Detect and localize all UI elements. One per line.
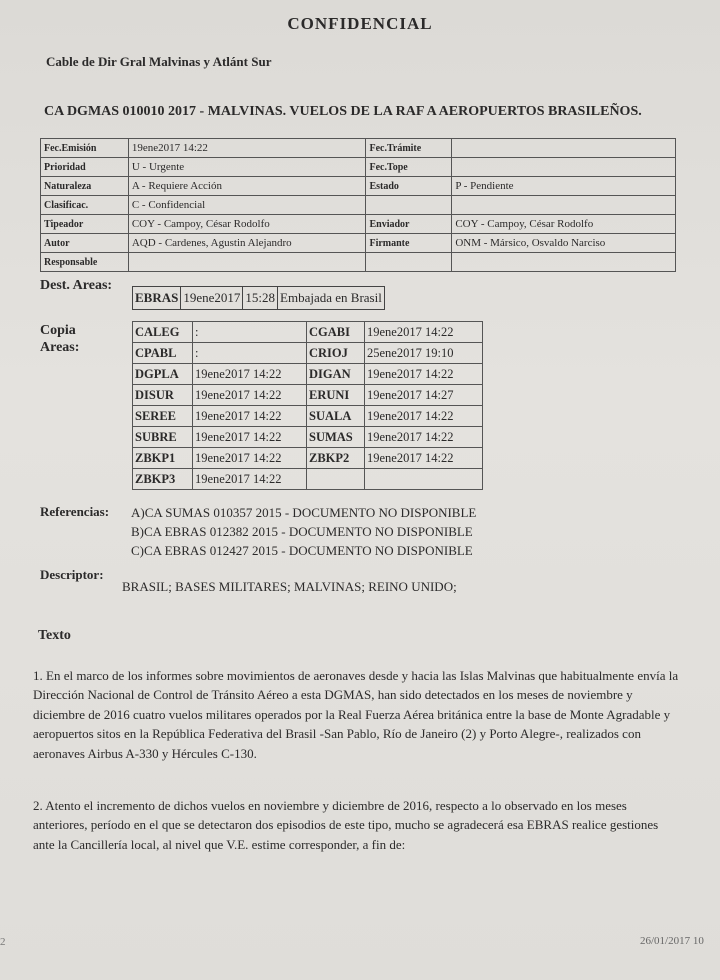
- copia-area-date: :: [193, 322, 307, 343]
- referencia-item: A)CA SUMAS 010357 2015 - DOCUMENTO NO DISPONIBLE: [131, 505, 477, 520]
- metadata-value: [452, 196, 676, 215]
- referencias-list: [131, 503, 476, 560]
- metadata-value: C - Confidencial: [128, 196, 366, 215]
- copia-row: [133, 322, 483, 343]
- copia-area-code: ERUNI: [307, 385, 365, 406]
- copia-area-code: SEREE: [133, 406, 193, 427]
- copia-area-date: [365, 469, 483, 490]
- copia-area-date: 19ene2017 14:22: [365, 427, 483, 448]
- copia-row: [133, 448, 483, 469]
- copia-area-date: 19ene2017 14:22: [193, 427, 307, 448]
- dest-row: [133, 287, 385, 310]
- classification-title: CONFIDENCIAL: [287, 14, 433, 33]
- copia-area-code: DISUR: [133, 385, 193, 406]
- dest-areas-table: [132, 286, 385, 310]
- copia-label-line2: Areas:: [40, 340, 80, 355]
- copia-area-date: 19ene2017 14:22: [193, 385, 307, 406]
- texto-paragraph-1: 1. En el marco de los informes sobre movimientos de aeronaves desde y hacia las Islas Malvinas que habitualmente envía la Dirección Nacional de Control de Tránsito Aéreo a esta DGMAS, han sido detectados en los meses de noviembre y diciembre de 2016 cuatro vuelos militares operados por la Real Fuerza Aérea británica entre la base de Monte Agradable y aeropuertos sitos en la República Federativa del Brasil -San Pablo, Río de Janeiro (2) y Porto Alegre-, realizados con aeronaves Airbus A-330 y Hércules C-130.: [33, 668, 679, 761]
- metadata-label: Clasificac.: [41, 196, 129, 215]
- metadata-label: Fec.Tope: [366, 158, 452, 177]
- copia-row: [133, 427, 483, 448]
- metadata-label: Fec.Trámite: [366, 139, 452, 158]
- metadata-label: Naturaleza: [41, 177, 129, 196]
- copia-row: [133, 469, 483, 490]
- dest-date: 19ene2017: [181, 287, 243, 310]
- metadata-value: P - Pendiente: [452, 177, 676, 196]
- descriptor-text: BRASIL; BASES MILITARES; MALVINAS; REINO UNIDO;: [122, 579, 457, 594]
- metadata-value: [452, 139, 676, 158]
- copia-area-code: CGABI: [307, 322, 365, 343]
- metadata-value: [452, 158, 676, 177]
- referencia-item: B)CA EBRAS 012382 2015 - DOCUMENTO NO DISPONIBLE: [131, 524, 473, 539]
- metadata-value: AQD - Cardenes, Agustin Alejandro: [128, 234, 366, 253]
- copia-area-date: 25ene2017 19:10: [365, 343, 483, 364]
- copia-area-date: 19ene2017 14:22: [193, 469, 307, 490]
- metadata-value: COY - Campoy, César Rodolfo: [452, 215, 676, 234]
- copia-row: [133, 343, 483, 364]
- cable-subject: CA DGMAS 010010 2017 - MALVINAS. VUELOS DE LA RAF A AEROPUERTOS BRASILEÑOS.: [44, 104, 642, 119]
- copia-area-date: 19ene2017 14:22: [193, 406, 307, 427]
- copia-area-code: SUBRE: [133, 427, 193, 448]
- metadata-label: Estado: [366, 177, 452, 196]
- copia-area-code: DGPLA: [133, 364, 193, 385]
- texto-paragraph-2: 2. Atento el incremento de dichos vuelos en noviembre y diciembre de 2016, respecto a lo observado en los meses anteriores, período en el que se detectaron dos episodios de este tipo, mucho se agradecerá esa EBRAS realice gestiones ante la Cancillería local, al nivel que V.E. estime corresponder, a fin de:: [33, 798, 659, 852]
- metadata-value: 19ene2017 14:22: [128, 139, 366, 158]
- dest-name: Embajada en Brasil: [278, 287, 385, 310]
- copia-area-code: ZBKP1: [133, 448, 193, 469]
- metadata-value: [128, 253, 366, 272]
- copia-area-date: 19ene2017 14:22: [365, 322, 483, 343]
- metadata-value: ONM - Mársico, Osvaldo Narciso: [452, 234, 676, 253]
- texto-heading: Texto: [38, 628, 71, 643]
- dest-areas-label: Dest. Areas:: [40, 278, 113, 293]
- copia-areas-table: [132, 321, 483, 490]
- metadata-row: [41, 234, 676, 253]
- copia-area-code: CRIOJ: [307, 343, 365, 364]
- metadata-value: U - Urgente: [128, 158, 366, 177]
- metadata-label: Fec.Emisión: [41, 139, 129, 158]
- copia-area-date: 19ene2017 14:22: [365, 406, 483, 427]
- metadata-row: [41, 139, 676, 158]
- metadata-label: [366, 253, 452, 272]
- copia-area-date: 19ene2017 14:22: [365, 364, 483, 385]
- referencias-label: Referencias:: [40, 504, 110, 519]
- copia-area-code: SUMAS: [307, 427, 365, 448]
- metadata-value: [452, 253, 676, 272]
- metadata-row: [41, 253, 676, 272]
- metadata-label: Autor: [41, 234, 129, 253]
- page-marker: 2: [0, 936, 6, 948]
- copia-area-code: ZBKP2: [307, 448, 365, 469]
- metadata-row: [41, 177, 676, 196]
- copia-area-code: CALEG: [133, 322, 193, 343]
- copia-area-date: 19ene2017 14:22: [365, 448, 483, 469]
- metadata-table: [40, 138, 676, 272]
- descriptor-label: Descriptor:: [40, 567, 104, 582]
- metadata-label: Prioridad: [41, 158, 129, 177]
- footer-timestamp: 26/01/2017 10: [640, 935, 704, 947]
- copia-area-date: 19ene2017 14:22: [193, 448, 307, 469]
- dest-time: 15:28: [243, 287, 278, 310]
- copia-area-date: 19ene2017 14:22: [193, 364, 307, 385]
- metadata-label: [366, 196, 452, 215]
- dest-code: EBRAS: [133, 287, 181, 310]
- metadata-label: Tipeador: [41, 215, 129, 234]
- copia-area-date: 19ene2017 14:27: [365, 385, 483, 406]
- copia-area-code: CPABL: [133, 343, 193, 364]
- copia-row: [133, 364, 483, 385]
- copia-area-code: SUALA: [307, 406, 365, 427]
- copia-areas-label: [40, 322, 79, 356]
- copia-label-line1: Copia: [40, 323, 76, 338]
- copia-area-code: [307, 469, 365, 490]
- metadata-label: Responsable: [41, 253, 129, 272]
- copia-area-code: ZBKP3: [133, 469, 193, 490]
- copia-area-date: :: [193, 343, 307, 364]
- copia-row: [133, 385, 483, 406]
- metadata-value: A - Requiere Acción: [128, 177, 366, 196]
- cable-origin: Cable de Dir Gral Malvinas y Atlánt Sur: [46, 54, 272, 69]
- metadata-value: COY - Campoy, César Rodolfo: [128, 215, 366, 234]
- metadata-row: [41, 196, 676, 215]
- referencia-item: C)CA EBRAS 012427 2015 - DOCUMENTO NO DISPONIBLE: [131, 543, 473, 558]
- copia-row: [133, 406, 483, 427]
- metadata-label: Firmante: [366, 234, 452, 253]
- copia-area-code: DIGAN: [307, 364, 365, 385]
- metadata-row: [41, 215, 676, 234]
- metadata-label: Enviador: [366, 215, 452, 234]
- metadata-row: [41, 158, 676, 177]
